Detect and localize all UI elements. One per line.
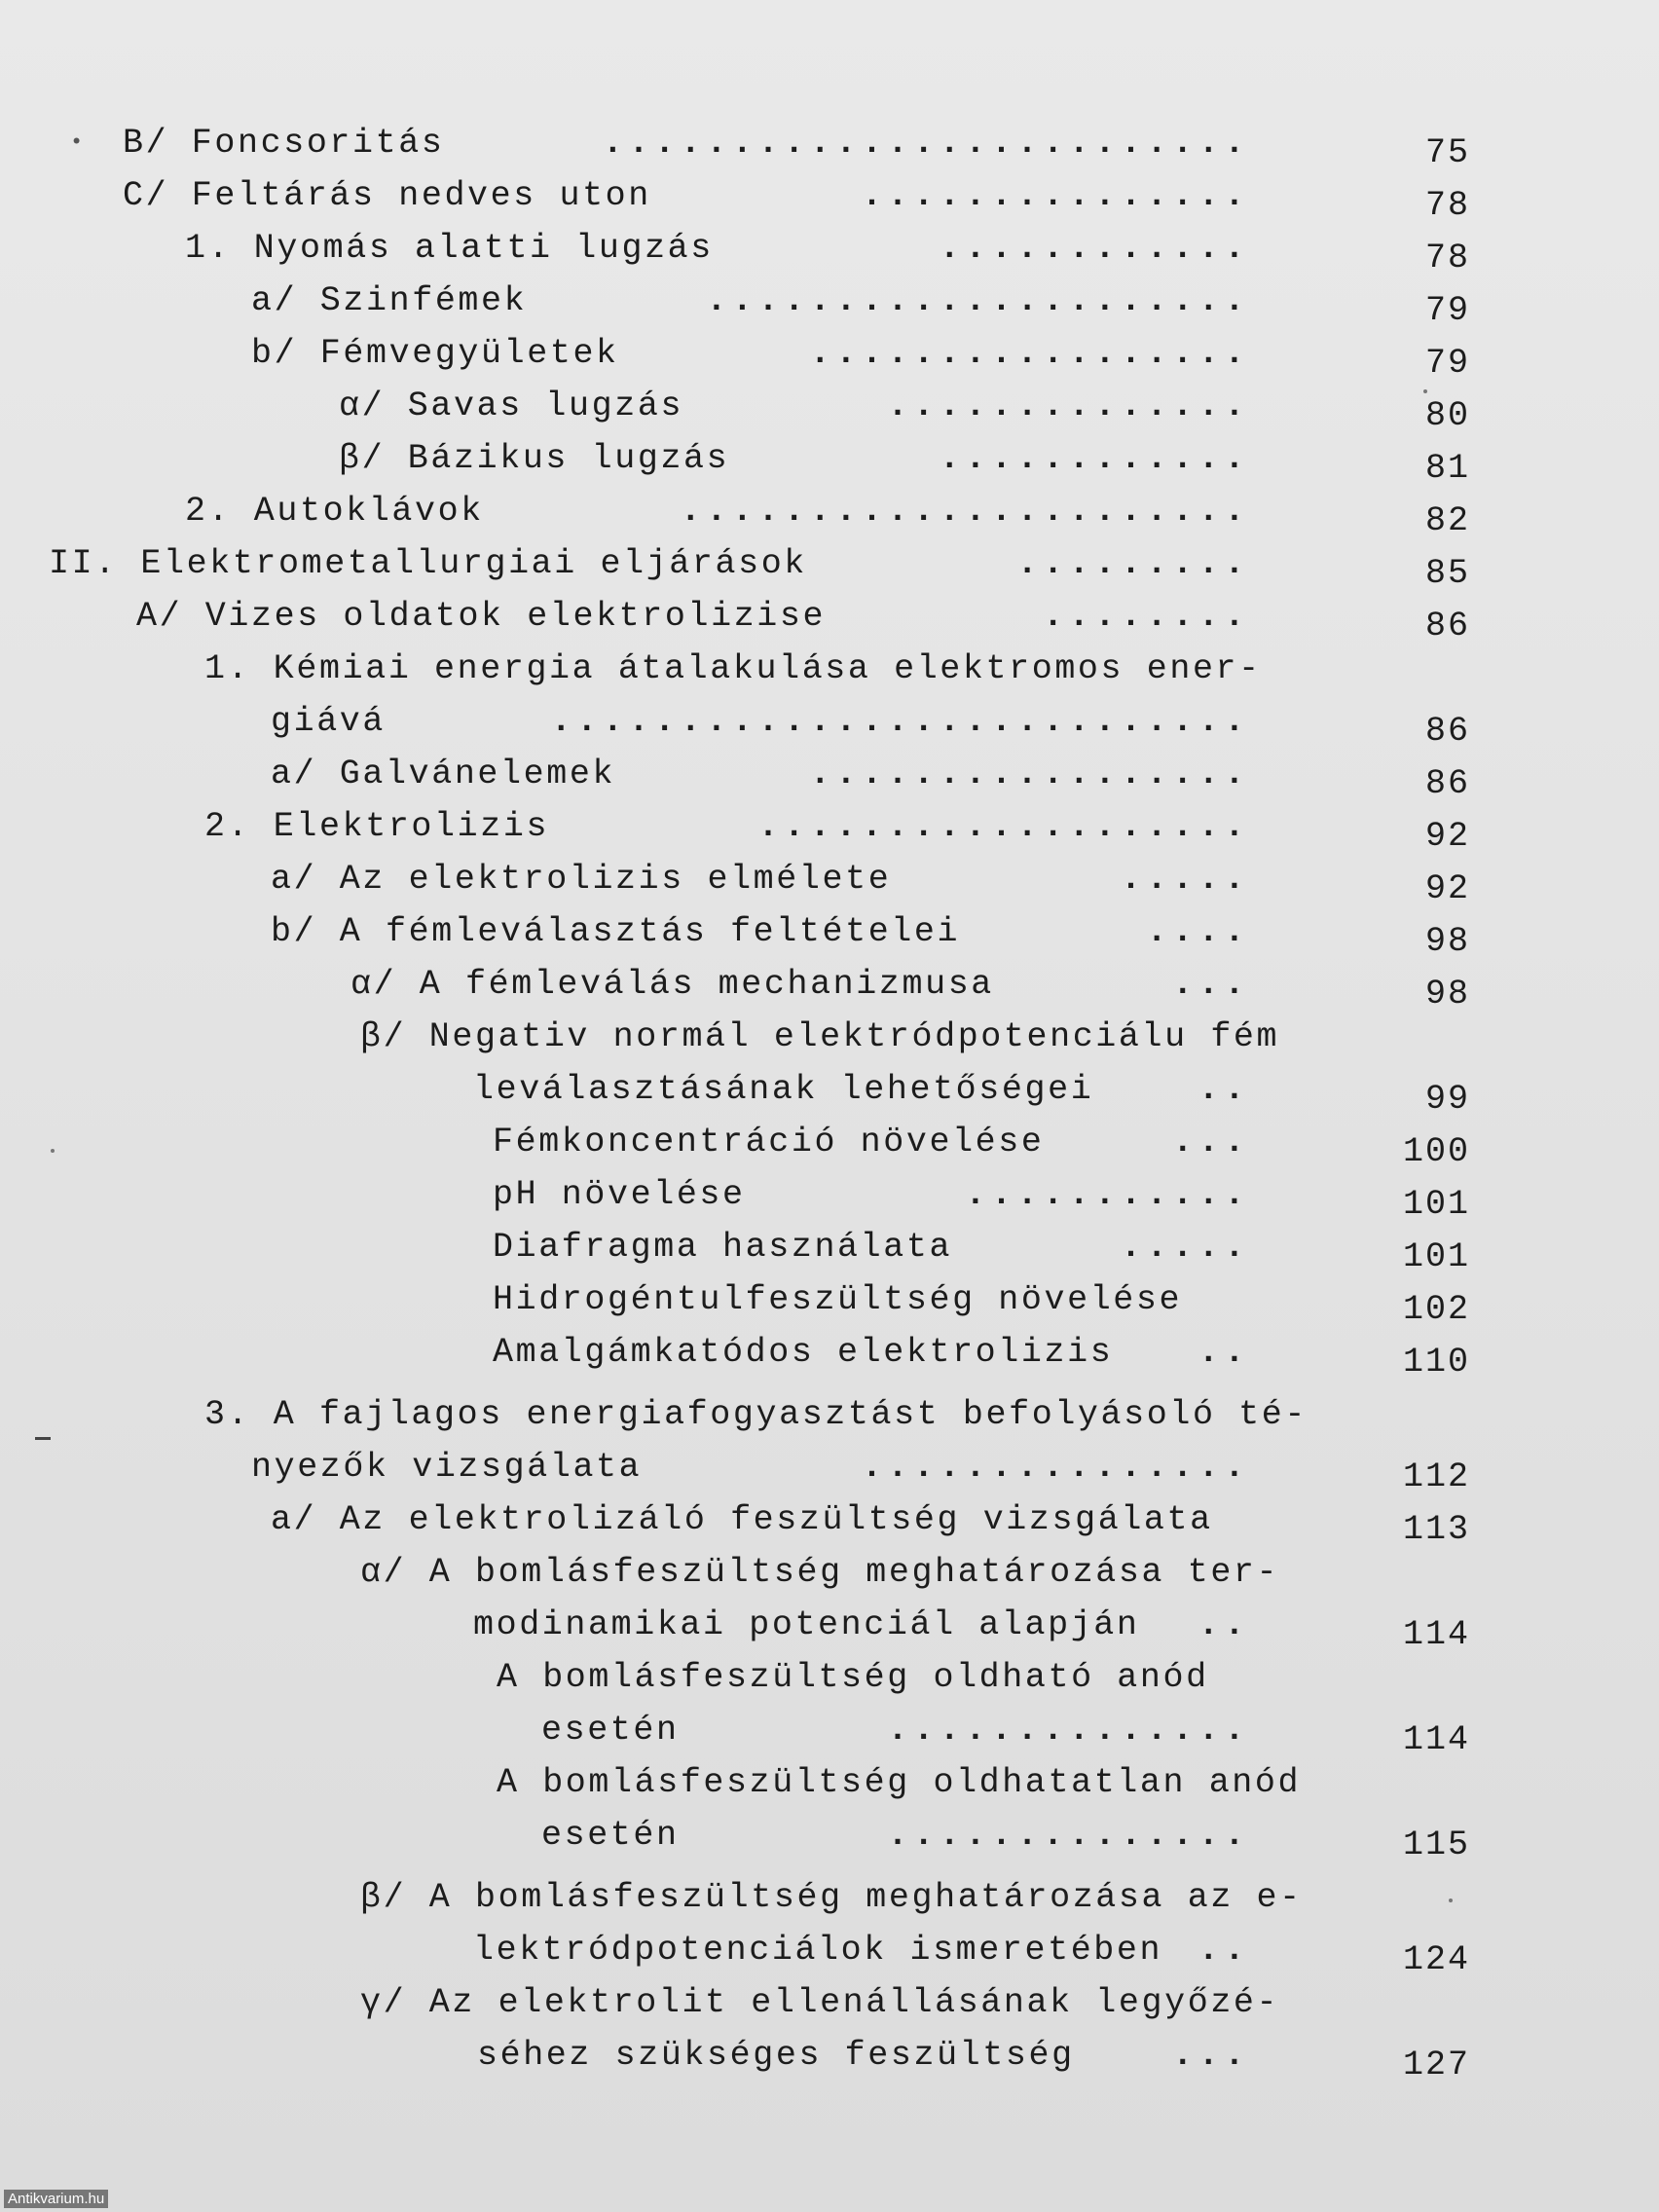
leader-dots: .. [1198, 1931, 1250, 1970]
watermark: Antikvarium.hu [4, 2190, 108, 2208]
entry-text: a/ Szinfémek [251, 281, 528, 320]
page-number: 98 [1424, 922, 1470, 961]
toc-entry [0, 1063, 1659, 1119]
toc-entry [0, 537, 1659, 593]
entry-text: II. Elektrometallurgiai eljárások [49, 544, 807, 583]
leader-dots: ..................... [706, 281, 1250, 320]
page-number: 92 [1424, 817, 1470, 856]
entry-text: a/ Az elektrolizáló feszültség vizsgálata [271, 1500, 1213, 1539]
entry-text: γ/ Az elektrolit ellenállásának legyőzé- [360, 1983, 1280, 2022]
page-number: 81 [1424, 449, 1470, 488]
entry-text: 2. Autoklávok [185, 492, 484, 531]
leader-dots: ... [1172, 1123, 1250, 1161]
leader-dots: ........... [965, 1175, 1250, 1214]
toc-entry [0, 1924, 1659, 1979]
toc-entry [0, 1756, 1659, 1809]
leader-dots: ......... [1016, 544, 1250, 583]
leader-dots: ............ [939, 439, 1250, 478]
leader-dots: ........................... [550, 702, 1250, 741]
toc-entry [0, 1116, 1659, 1171]
entry-text: A bomlásfeszültség oldhatatlan anód [497, 1763, 1302, 1802]
entry-text: β/ A bomlásfeszültség meghatározása az e- [360, 1878, 1303, 1917]
page-number: 124 [1402, 1940, 1470, 1979]
toc-entry [0, 432, 1659, 488]
page-number: 112 [1402, 1457, 1470, 1496]
entry-text: a/ Az elektrolizis elmélete [271, 860, 892, 899]
entry-text: 3. A fajlagos energiafogyasztást befolyásoló té- [204, 1395, 1308, 1434]
leader-dots: ............... [861, 176, 1250, 215]
toc-entry [0, 1546, 1659, 1599]
toc-entry [0, 1704, 1659, 1759]
entry-text: a/ Galvánelemek [271, 755, 616, 793]
leader-dots: ..... [1120, 860, 1250, 899]
toc-entry [0, 958, 1659, 1014]
margin-mark [35, 1437, 51, 1440]
entry-text: esetén [541, 1816, 680, 1855]
toc-entry [0, 1388, 1659, 1441]
leader-dots: ... [1172, 965, 1250, 1004]
toc-entry [0, 1599, 1659, 1654]
toc-entry [0, 222, 1659, 275]
entry-text: B/ Foncsoritás [123, 124, 445, 163]
page-number: 115 [1402, 1825, 1470, 1864]
entry-text: esetén [541, 1711, 680, 1750]
toc-entry [0, 590, 1659, 643]
toc-entry [0, 1871, 1659, 1924]
entry-text: b/ Fémvegyületek [251, 334, 619, 373]
toc-entry [0, 643, 1659, 695]
leader-dots: ........ [1043, 597, 1250, 636]
leader-dots: ............... [861, 1448, 1250, 1487]
entry-text: β/ Bázikus lugzás [339, 439, 730, 478]
leader-dots: ................... [757, 807, 1250, 846]
page-number: 98 [1424, 975, 1470, 1014]
toc-entry [0, 327, 1659, 383]
page-number: 101 [1402, 1237, 1470, 1276]
page-number: 85 [1424, 554, 1470, 593]
leader-dots: ... [1172, 2036, 1250, 2075]
entry-text: 2. Elektrolizis [204, 807, 550, 846]
toc-entry [0, 1809, 1659, 1862]
leader-dots: .............. [887, 1816, 1250, 1855]
entry-text: Diafragma használata [493, 1228, 953, 1267]
page-number: 86 [1424, 712, 1470, 751]
toc-entry [0, 800, 1659, 856]
page-number: 86 [1424, 607, 1470, 645]
toc-entry [0, 853, 1659, 908]
leader-dots: .. [1198, 1070, 1250, 1109]
page-number: 75 [1424, 133, 1470, 172]
page-number: 79 [1424, 344, 1470, 383]
entry-text: β/ Negativ normál elektródpotenciálu fém [360, 1017, 1280, 1056]
leader-dots: .............. [887, 1711, 1250, 1750]
toc-entry [0, 1441, 1659, 1496]
page-number: 127 [1402, 2046, 1470, 2084]
toc-entry [0, 117, 1659, 172]
page-number: 99 [1424, 1080, 1470, 1119]
toc-entry [0, 1976, 1659, 2029]
leader-dots: ..... [1120, 1228, 1250, 1267]
entry-text: Hidrogéntulfeszültség növelése [493, 1280, 1183, 1319]
entry-text: nyezők vizsgálata [251, 1448, 643, 1487]
page-number: 79 [1424, 291, 1470, 330]
entry-text: C/ Feltárás nedves uton [123, 176, 651, 215]
leader-dots: ............ [939, 229, 1250, 268]
toc-entry [0, 905, 1659, 961]
page-number: 82 [1424, 501, 1470, 540]
leader-dots: ................. [809, 334, 1250, 373]
leader-dots: ................. [809, 755, 1250, 793]
page-number: 78 [1424, 239, 1470, 277]
entry-text: pH növelése [493, 1175, 746, 1214]
page-number: 113 [1402, 1510, 1470, 1549]
toc-entry [0, 1651, 1659, 1704]
page-number: 114 [1402, 1615, 1470, 1654]
page-number: 80 [1424, 396, 1470, 435]
toc-entry [0, 1011, 1659, 1063]
toc-entry [0, 695, 1659, 751]
entry-text: α/ Savas lugzás [339, 387, 684, 425]
entry-text: giává [271, 702, 387, 741]
toc-entry [0, 1326, 1659, 1382]
entry-text: Amalgámkatódos elektrolizis [493, 1333, 1114, 1372]
leader-dots: ...................... [680, 492, 1250, 531]
entry-text: α/ A bomlásfeszültség meghatározása ter- [360, 1553, 1280, 1592]
toc-entry [0, 485, 1659, 540]
toc-entry [0, 748, 1659, 803]
entry-text: A bomlásfeszültség oldható anód [497, 1658, 1209, 1697]
entry-text: leválasztásának lehetőségei [473, 1070, 1094, 1109]
page-number: 102 [1402, 1290, 1470, 1329]
toc-entry [0, 275, 1659, 330]
page-number: 114 [1402, 1720, 1470, 1759]
leader-dots: .............. [887, 387, 1250, 425]
entry-text: A/ Vizes oldatok elektrolizise [136, 597, 827, 636]
page-number: 78 [1424, 186, 1470, 225]
toc-entry [0, 169, 1659, 225]
toc-entry [0, 380, 1659, 435]
leader-dots: .... [1146, 912, 1250, 951]
paper-speck [51, 1149, 55, 1153]
entry-text: b/ A fémleválasztás feltételei [271, 912, 961, 951]
page-number: 101 [1402, 1185, 1470, 1224]
entry-text: 1. Kémiai energia átalakulása elektromos ener- [204, 649, 1262, 688]
page-number: 86 [1424, 764, 1470, 803]
toc-entry [0, 1221, 1659, 1276]
page-number: 100 [1402, 1132, 1470, 1171]
bullet-mark: • [70, 130, 84, 155]
leader-dots: ......................... [602, 124, 1250, 163]
toc-entry [0, 2029, 1659, 2082]
leader-dots: .. [1198, 1333, 1250, 1372]
entry-text: 1. Nyomás alatti lugzás [185, 229, 714, 268]
page-number: 110 [1402, 1343, 1470, 1382]
page-number: 92 [1424, 869, 1470, 908]
paper-speck [1449, 1899, 1453, 1902]
toc-entry [0, 1493, 1659, 1549]
paper-speck [1423, 389, 1427, 393]
toc-entry [0, 1168, 1659, 1224]
entry-text: lektródpotenciálok ismeretében [473, 1931, 1163, 1970]
toc-entry [0, 1273, 1659, 1329]
entry-text: α/ A fémleválás mechanizmusa [350, 965, 994, 1004]
entry-text: Fémkoncentráció növelése [493, 1123, 1045, 1161]
entry-text: séhez szükséges feszültség [477, 2036, 1075, 2075]
leader-dots: .. [1198, 1605, 1250, 1644]
entry-text: modinamikai potenciál alapján [473, 1605, 1140, 1644]
